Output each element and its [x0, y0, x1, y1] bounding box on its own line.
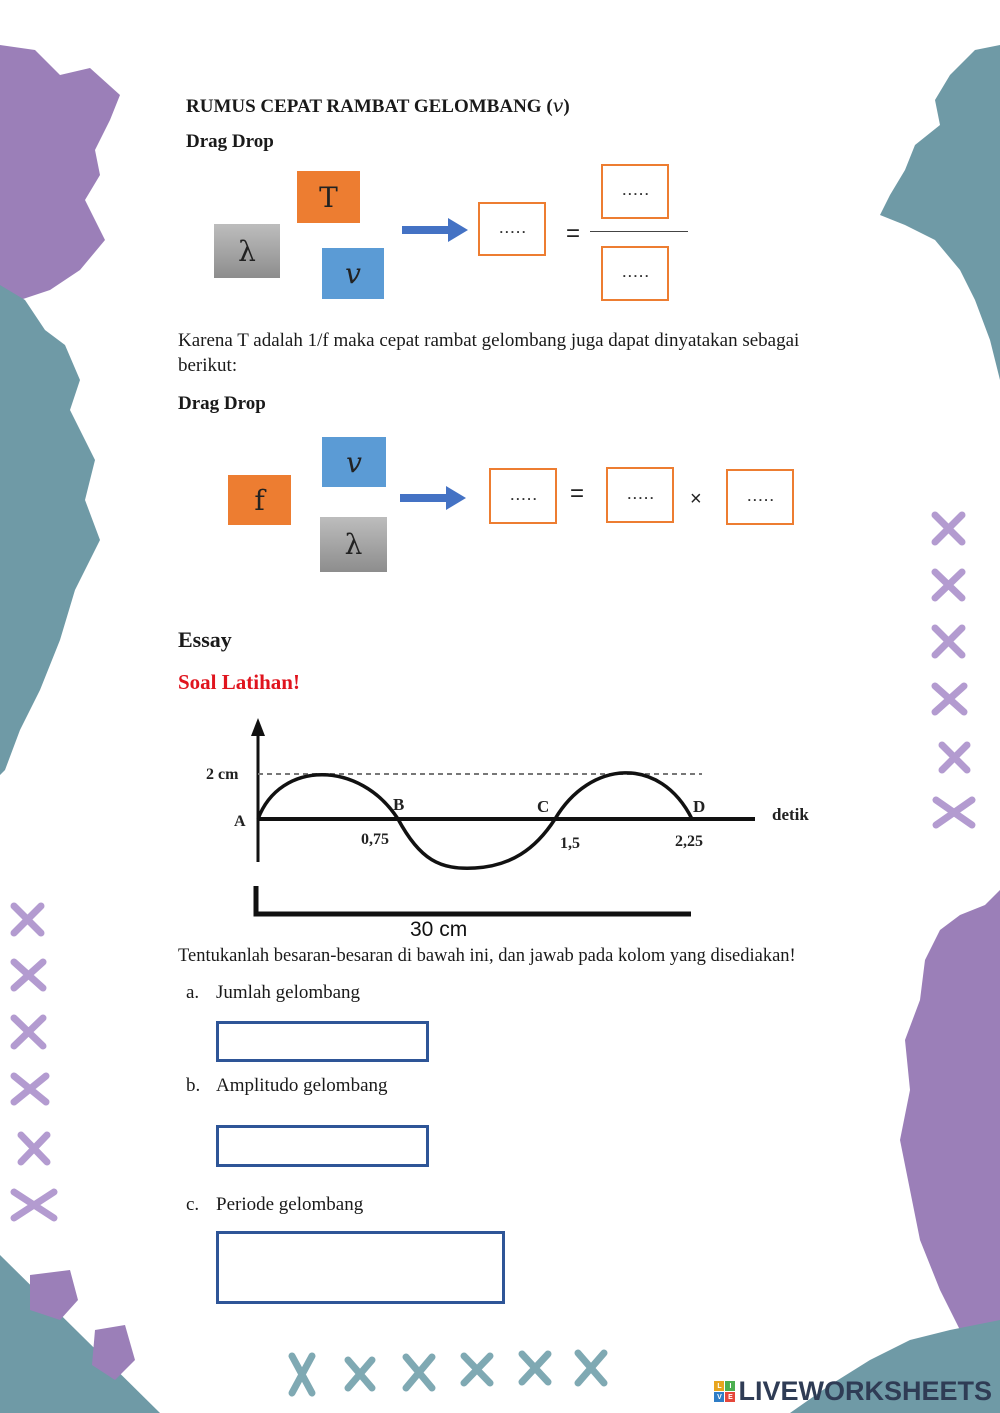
drag-tile-frequency[interactable]: f — [228, 475, 291, 525]
point-c-label: C — [537, 797, 550, 816]
teal-brush-shape — [880, 45, 1000, 380]
question-marker: a. — [186, 982, 200, 1003]
drop-slot-factor-2[interactable]: ..... — [726, 469, 794, 525]
x-mark-column-right — [935, 515, 972, 825]
liveworksheets-logo — [714, 1376, 992, 1407]
practice-heading: Soal Latihan! — [178, 670, 300, 694]
title-suffix: ) — [563, 96, 570, 117]
drag-tile-velocity[interactable]: v — [322, 437, 386, 487]
essay-heading: Essay — [178, 627, 232, 652]
drop-slot-result[interactable]: ..... — [489, 468, 557, 524]
drag-drop-label: Drag Drop — [186, 131, 274, 152]
question-marker: b. — [186, 1075, 201, 1096]
drop-slot-numerator[interactable]: ..... — [601, 164, 669, 219]
answer-field-amplitude[interactable] — [216, 1125, 429, 1167]
x-mark-row-bottom — [292, 1353, 604, 1393]
drop-slot-factor-1[interactable]: ..... — [606, 467, 674, 523]
title-prefix: RUMUS CEPAT RAMBAT GELOMBANG ( — [186, 96, 553, 117]
drop-slot-denominator[interactable]: ..... — [601, 246, 669, 301]
tick-label: 0,75 — [361, 831, 389, 848]
drag-drop-label: Drag Drop — [178, 393, 266, 414]
badge-letter: E — [725, 1392, 735, 1402]
page-title — [186, 95, 570, 118]
question-text: Periode gelombang — [216, 1194, 364, 1215]
badge-letter: V — [714, 1392, 724, 1402]
teal-brush-shape — [0, 1255, 160, 1413]
tick-label: 1,5 — [560, 835, 580, 852]
badge-letter: I — [725, 1381, 735, 1391]
equals-sign: = — [570, 480, 585, 507]
drag-tile-wavelength[interactable]: λ — [320, 517, 387, 572]
point-d-label: D — [693, 797, 706, 816]
arrow-right-icon — [398, 484, 468, 512]
drag-tile-wavelength[interactable]: λ — [214, 224, 280, 278]
drag-tile-period[interactable]: T — [297, 171, 360, 223]
logo-text: LIVEWORKSHEETS — [738, 1376, 992, 1406]
purple-brush-shape — [0, 45, 120, 305]
purple-brush-shape — [900, 890, 1000, 1380]
logo-badge-icon — [714, 1381, 735, 1402]
instruction-text: Tentukanlah besaran-besaran di bawah ini, dan jawab pada kolom yang disediakan! — [178, 946, 796, 966]
equals-sign: = — [566, 220, 581, 247]
multiply-sign: × — [690, 488, 702, 510]
intro-paragraph: Karena T adalah 1/f maka cepat rambat gelombang juga dapat dinyatakan sebagai berikut: — [178, 330, 800, 376]
drop-slot-result[interactable]: ..... — [478, 202, 546, 256]
tick-label: 2,25 — [675, 833, 703, 850]
answer-field-period[interactable] — [216, 1231, 505, 1304]
point-b-label: B — [393, 795, 405, 814]
question-marker: c. — [186, 1194, 200, 1215]
x-mark-column-left — [14, 906, 54, 1218]
badge-letter: L — [714, 1381, 724, 1391]
fraction-bar — [590, 231, 688, 232]
wave-diagram — [180, 710, 840, 945]
arrow-right-icon — [400, 216, 470, 244]
x-axis-label: detik — [772, 805, 809, 824]
amplitude-label: 2 cm — [206, 766, 239, 783]
length-label: 30 cm — [410, 918, 468, 941]
length-bracket — [256, 886, 691, 914]
point-a-label: A — [234, 813, 246, 830]
y-axis-arrow — [251, 718, 265, 736]
teal-brush-shape — [0, 285, 100, 775]
drag-tile-velocity[interactable]: v — [322, 248, 384, 299]
title-variable: v — [552, 95, 564, 117]
question-text: Amplitudo gelombang — [216, 1075, 388, 1096]
answer-field-wave-count[interactable] — [216, 1021, 429, 1062]
question-text: Jumlah gelombang — [216, 982, 361, 1003]
